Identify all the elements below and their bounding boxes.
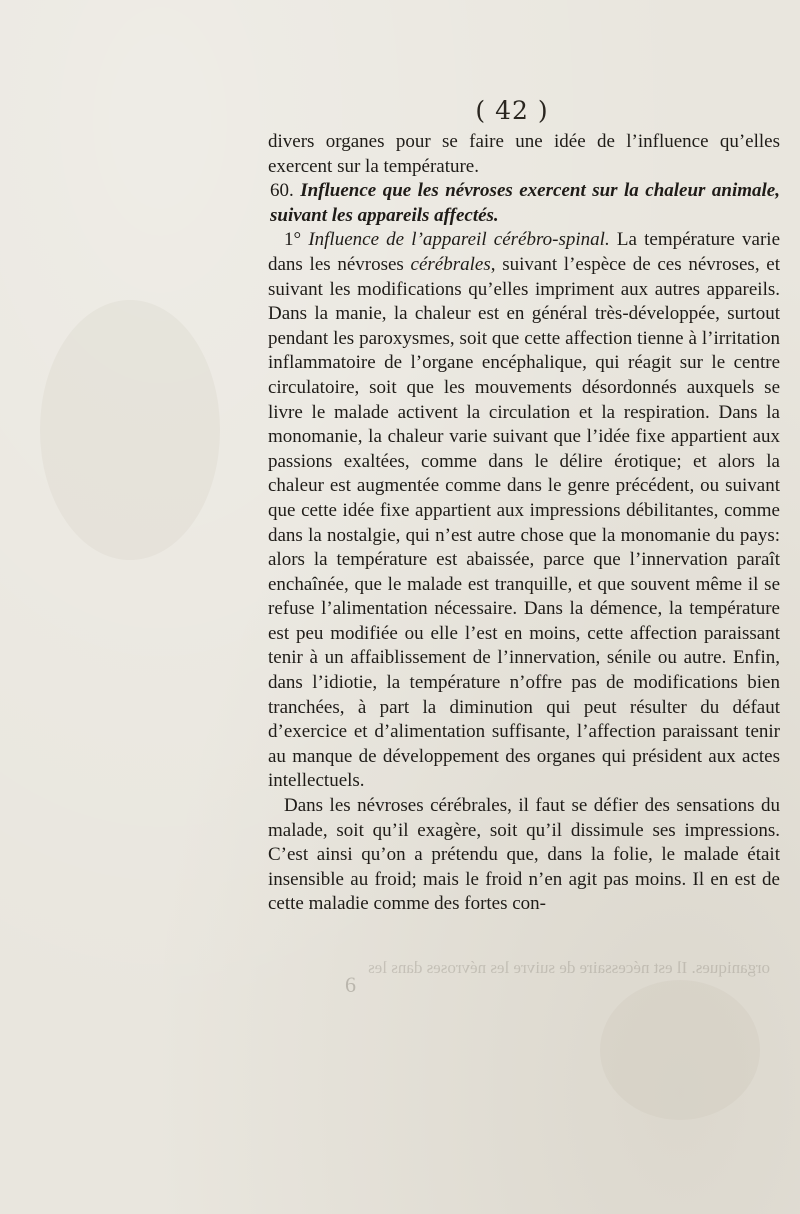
- section-title: Influence que les névroses exercent sur la chaleur animale, suivant les appareils affectés.: [270, 180, 780, 226]
- paper-stain: [600, 980, 760, 1120]
- paragraph-appareil-cerebro-spinal: [268, 228, 780, 794]
- text-run: La température varie dans les névroses: [268, 229, 781, 275]
- page-number: ( 42 ): [475, 96, 549, 125]
- body-text: [268, 130, 780, 917]
- subsection-number: 1°: [284, 229, 302, 251]
- paragraph-continuation: [268, 130, 780, 179]
- text-run-italic: cérébrales: [410, 253, 491, 275]
- subsection-title: Influence de l’appareil cérébro-spinal.: [308, 229, 610, 251]
- text-run: Dans les névroses cérébrales, il faut se défier des sensations du malade, soit qu’il exagère, soit qu’il dissimule ses impressions. C’est ainsi qu’on a prétendu que, dans la folie, le malade était insensible au froid; mais le froid n’en agit pas moins. Il en est de cette maladie comme des fortes con-: [268, 795, 780, 915]
- text-run: , suivant l’espèce de ces névroses, et suivant les modifications qu’elles impriment aux autres appareils. Dans la manie, la chaleur est en général très-développée, surtout pendant les paroxysmes, soit que cette affection tienne à l’irritation inflammatoire de l’organe encéphalique, qui réagit sur le centre circulatoire, soit que les mouvements désordonnés auxquels se livre le malade activent la circulation et la respiration. Dans la monomanie, la chaleur varie suivant que l’idée fixe appartient aux passions exaltées, comme dans le délire érotique; et alors la chaleur est augmentée comme dans le genre précédent, ou suivant que cette idée fixe appartient aux impressions débilitantes, comme dans la nostalgie, qui n’est autre chose que la monomanie du pays: alors la température est abaissée, parce que l’innervation paraît enchaînée, que le malade est tranquille, et que souvent même il se refuse l’alimentation nécessaire. Dans la démence, la température est peu modifiée ou elle l’est en moins, cette affection paraissant tenir à un affaiblissement de l’innervation, sénile ou autre. Enfin, dans l’idiotie, la température n’offre pas de modifications bien tranchées, à part la diminution qui peut résulter du défaut d’exercice et d’alimentation suffisante, l’affection paraissant tenir au manque de développement des organes qui président aux actes intellectuels.: [268, 253, 780, 792]
- paper-stain: [40, 300, 220, 560]
- text-line: divers organes pour se faire une idée de l’influence qu’elles: [268, 131, 780, 152]
- paragraph-nevroses-cerebrales: [268, 794, 780, 917]
- text-line: exercent sur la température.: [268, 155, 479, 177]
- section-heading: [268, 179, 780, 228]
- bleed-through-signature: 6: [345, 972, 356, 997]
- section-number: 60.: [270, 180, 294, 202]
- bleed-through-text: organiques. Il est nécessaire de suivre les névroses dans les: [368, 958, 770, 977]
